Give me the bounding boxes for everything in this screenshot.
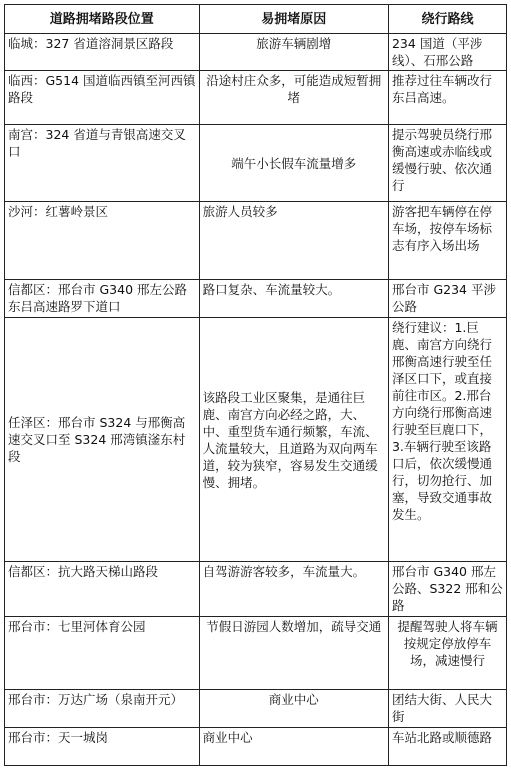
header-row	[5, 5, 507, 34]
reason-cell: 商业中心	[199, 728, 388, 766]
location-cell: 信都区：抗大路天梯山路段	[5, 562, 200, 617]
table-row	[5, 690, 507, 728]
header-detour: 绕行路线	[388, 5, 506, 34]
location-cell: 邢台市：天一城岗	[5, 728, 200, 766]
location-cell: 临西：G514 国道临西镇至河西镇路段	[5, 71, 200, 125]
location-cell: 南宫：324 省道与青银高速交叉口	[5, 125, 200, 202]
reason-cell: 自驾游游客较多，车流量大。	[199, 562, 388, 617]
detour-cell: 绕行建议：1.巨鹿、南宫方向绕行邢衡高速行驶至任泽区口下，或直接前往市区。2.邢台方向绕行邢衡高速行驶至巨鹿口下，3.车辆行驶至该路口后，依次缓慢通行，切勿抢行、加塞，导致交通事故发生。	[388, 318, 506, 562]
table-row	[5, 280, 507, 318]
reason-cell: 沿途村庄众多，可能造成短暂拥堵	[199, 71, 388, 125]
location-cell: 沙河：红薯岭景区	[5, 202, 200, 280]
detour-cell: 提醒驾驶人将车辆按规定停放停车场，减速慢行	[388, 617, 506, 690]
detour-table	[4, 4, 507, 766]
location-cell: 信都区：邢台市 G340 邢左公路东吕高速路罗下道口	[5, 280, 200, 318]
header-location: 道路拥堵路段位置	[5, 5, 200, 34]
location-cell: 临城：327 省道溶洞景区路段	[5, 34, 200, 71]
reason-cell: 端午小长假车流量增多	[199, 125, 388, 202]
reason-cell: 旅游人员较多	[199, 202, 388, 280]
location-cell: 任泽区：邢台市 S324 与邢衡高速交叉口至 S324 邢湾镇滏东村段	[5, 318, 200, 562]
table-row	[5, 71, 507, 125]
detour-cell: 234 国道（平涉线）、石邢公路	[388, 34, 506, 71]
detour-cell: 邢台市 G234 平涉公路	[388, 280, 506, 318]
reason-cell: 商业中心	[199, 690, 388, 728]
detour-cell: 车站北路或顺德路	[388, 728, 506, 766]
table-row	[5, 125, 507, 202]
table-row	[5, 202, 507, 280]
detour-cell: 推荐过往车辆改行东吕高速。	[388, 71, 506, 125]
table-row	[5, 728, 507, 766]
location-cell: 邢台市：七里河体育公园	[5, 617, 200, 690]
reason-cell: 节假日游园人数增加，疏导交通	[199, 617, 388, 690]
table-row	[5, 34, 507, 71]
header-reason: 易拥堵原因	[199, 5, 388, 34]
table-row	[5, 617, 507, 690]
table-row	[5, 562, 507, 617]
detour-cell: 团结大街、人民大街	[388, 690, 506, 728]
reason-cell: 路口复杂、车流量较大。	[199, 280, 388, 318]
location-cell: 邢台市：万达广场（泉南开元）	[5, 690, 200, 728]
reason-cell: 该路段工业区聚集，是通往巨鹿、南宫方向必经之路，大、中、重型货车通行频繁，车流、人流量较大，且道路为双向两车道，较为狭窄，容易发生交通缓慢、拥堵。	[199, 318, 388, 562]
detour-cell: 邢台市 G340 邢左公路、S322 邢和公路	[388, 562, 506, 617]
detour-cell: 提示驾驶员绕行邢衡高速或赤临线或缓慢行驶、依次通行	[388, 125, 506, 202]
reason-cell: 旅游车辆剧增	[199, 34, 388, 71]
table-row	[5, 318, 507, 562]
detour-cell: 游客把车辆停在停车场，按停车场标志有序入场出场	[388, 202, 506, 280]
